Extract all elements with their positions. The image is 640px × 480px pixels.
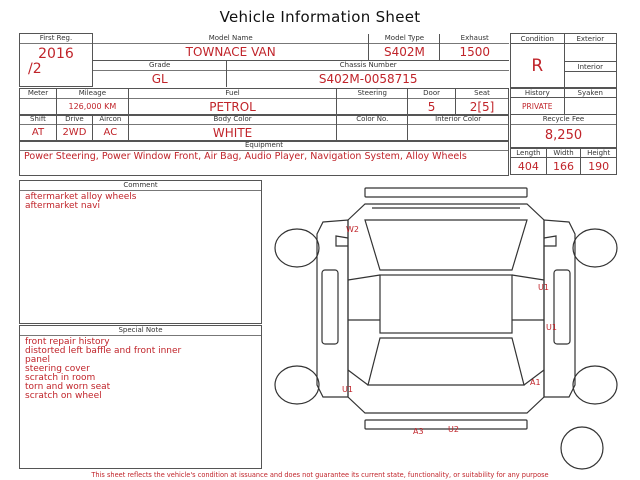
fuel-label: Fuel (129, 89, 336, 99)
rear-window (368, 338, 524, 385)
damage-mark-u1-right-mid: U1 (546, 323, 557, 332)
drive-cell (56, 115, 92, 142)
special-note-box (19, 325, 262, 469)
mileage-label: Mileage (57, 89, 128, 99)
damage-mark-a3: A3 (413, 427, 424, 436)
seat-label: Seat (456, 89, 508, 99)
interior-label: Interior (564, 62, 616, 72)
shift-cell (20, 115, 57, 142)
special-note-line: torn and worn seat (25, 382, 111, 392)
aircon-label: Aircon (93, 115, 128, 125)
interior-color-cell (408, 115, 509, 142)
meter-label: Meter (20, 89, 56, 99)
door-lines (348, 275, 544, 385)
shift-value: AT (31, 127, 45, 138)
special-note-line: distorted left baffle and front inner (25, 346, 182, 356)
model-type-label: Model Type (369, 34, 439, 44)
recycle-fee-value: 8,250 (544, 128, 583, 143)
recycle-fee-box (510, 114, 617, 148)
model-name-cell (93, 34, 369, 61)
fuel-cell (128, 89, 336, 116)
first-reg-month: /2 (28, 61, 42, 77)
exhaust-value: 1500 (459, 44, 490, 59)
door-value: 5 (427, 100, 436, 114)
footer-disclaimer: This sheet reflects the vehicle's condition at issuance and does not guarantee its current state, functionality, or suitability for any purpose (91, 471, 549, 479)
exhaust-cell (440, 34, 509, 61)
vehicle-main-table (19, 33, 509, 87)
history-table (510, 88, 617, 115)
special-note-line: steering cover (25, 364, 90, 374)
grade-cell (93, 60, 227, 87)
first-reg-year: 2016 (38, 46, 74, 62)
history-value: PRIVATE (511, 98, 565, 115)
condition-value: R (511, 44, 565, 88)
recycle-fee-label: Recycle Fee (511, 115, 616, 125)
body-outline (348, 204, 544, 413)
right-mirror (544, 236, 556, 246)
history-label: History (511, 89, 565, 98)
color-no-label: Color No. (337, 115, 407, 125)
steering-cell (337, 89, 408, 116)
special-note-line: scratch on wheel (25, 391, 102, 401)
vehicle-row-shift (19, 114, 509, 142)
equipment-label: Equipment (20, 141, 508, 151)
left-mirror (336, 236, 348, 246)
spare-wheel (561, 427, 603, 469)
width-value: 166 (546, 158, 581, 175)
damage-mark-u1-left-rear: U1 (342, 385, 353, 394)
height-value: 190 (581, 158, 617, 175)
roof-panel (380, 275, 512, 333)
syaken-label: Syaken (564, 89, 616, 98)
aircon-cell (92, 115, 128, 142)
page-title: Vehicle Information Sheet (219, 8, 421, 26)
color-no-cell (337, 115, 408, 142)
special-note-line: front repair history (25, 337, 110, 347)
chassis-value: S402M-0058715 (318, 71, 418, 86)
mileage-value: 126,000 KM (68, 102, 117, 111)
body-color-cell (128, 115, 337, 142)
meter-cell (20, 89, 57, 116)
first-reg-cell (20, 34, 93, 87)
condition-label: Condition (511, 34, 565, 44)
fuel-value: PETROL (209, 100, 256, 114)
model-type-value: S402M (384, 44, 425, 59)
steering-label: Steering (337, 89, 407, 99)
front-bumper (365, 188, 527, 197)
seat-cell (456, 89, 509, 116)
mileage-cell (56, 89, 128, 116)
equipment-box (19, 140, 509, 176)
damage-mark-w2: W2 (346, 225, 359, 234)
seat-value: 2[5] (469, 100, 495, 114)
damage-mark-u2: U2 (448, 425, 459, 434)
drive-label: Drive (57, 115, 92, 125)
length-label: Length (511, 149, 547, 158)
door-cell (408, 89, 456, 116)
rear-bumper (365, 420, 527, 429)
comment-line: aftermarket alloy wheels (25, 192, 137, 202)
body-color-label: Body Color (129, 115, 337, 125)
left-step (322, 270, 338, 344)
chassis-label: Chassis Number (227, 61, 509, 71)
condition-table (510, 33, 617, 88)
model-name-value: TOWNACE VAN (185, 44, 276, 59)
height-label: Height (581, 149, 617, 158)
right-step (554, 270, 570, 344)
length-value: 404 (511, 158, 547, 175)
vehicle-row-meter (19, 88, 509, 116)
rear-right-wheel (573, 366, 617, 404)
model-name-label: Model Name (93, 34, 369, 44)
front-right-wheel (573, 229, 617, 267)
damage-mark-a1: A1 (530, 378, 541, 387)
special-note-line: scratch in room (25, 373, 96, 383)
width-label: Width (546, 149, 581, 158)
special-note-label: Special Note (20, 326, 261, 336)
equipment-value: Power Steering, Power Window Front, Air Bag, Audio Player, Navigation System, Alloy Wheels (24, 151, 467, 162)
model-type-cell (369, 34, 440, 61)
drive-value: 2WD (62, 127, 87, 138)
comment-box (19, 180, 262, 324)
special-note-line: panel (25, 355, 50, 365)
front-left-wheel (275, 229, 319, 267)
aircon-value: AC (103, 127, 118, 138)
door-label: Door (408, 89, 455, 99)
damage-mark-u1-right-front: U1 (538, 283, 549, 292)
comment-label: Comment (20, 181, 261, 191)
grade-value: GL (151, 71, 168, 86)
shift-label: Shift (20, 115, 56, 125)
exterior-label: Exterior (564, 34, 616, 44)
first-reg-label: First Reg. (20, 34, 92, 44)
dimensions-table (510, 148, 617, 175)
interior-color-label: Interior Color (408, 115, 508, 125)
exhaust-label: Exhaust (440, 34, 509, 44)
rear-left-wheel (275, 366, 319, 404)
grade-label: Grade (93, 61, 227, 71)
chassis-cell (227, 60, 509, 87)
comment-line: aftermarket navi (25, 201, 100, 211)
windshield (365, 220, 527, 270)
body-color-value: WHITE (212, 126, 253, 140)
